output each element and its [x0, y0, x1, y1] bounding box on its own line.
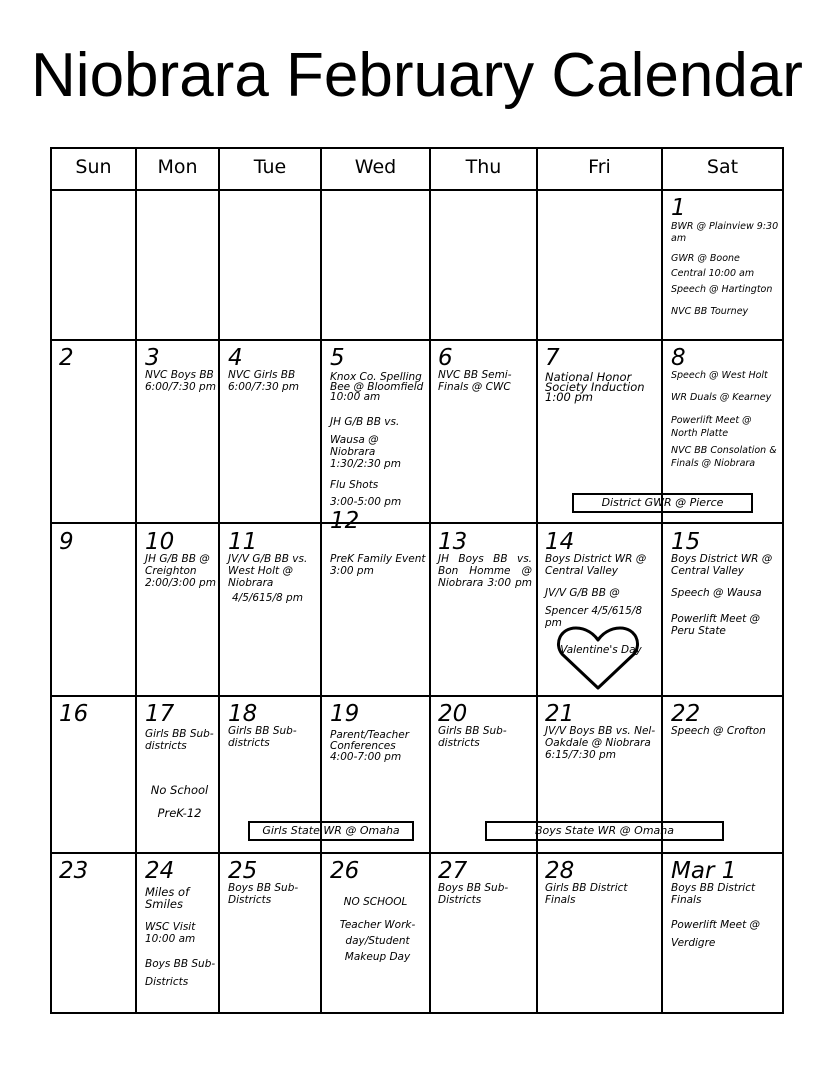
header-sun: Sun	[75, 156, 112, 178]
event: NVC BB Semi-Finals @ CWC	[438, 369, 512, 393]
grid-line	[50, 339, 784, 341]
day-number: 7	[545, 345, 560, 371]
day-number: 15	[671, 529, 701, 555]
event: Boys District WR @ Central Valley	[671, 553, 773, 577]
event: Speech @ Hartington	[671, 284, 773, 295]
heart-icon	[556, 626, 640, 692]
day-number: 8	[671, 345, 686, 371]
grid-line	[50, 695, 784, 697]
event: WR Duals @ Kearney	[671, 392, 772, 403]
day-number: 4	[228, 345, 243, 371]
day-number: 9	[59, 529, 74, 555]
day-number: 27	[438, 858, 468, 884]
event: JV/V G/B BB vs. West Holt @ Niobrara	[228, 553, 308, 589]
day-number: 20	[438, 701, 468, 727]
grid-line	[661, 147, 663, 1014]
event-no-school: No School	[150, 783, 209, 797]
event: Wausa @ Niobrara 1:30/2:30 pm	[330, 434, 401, 470]
day-number: 12	[330, 508, 360, 534]
event: JV/V G/B BB @	[545, 587, 620, 599]
day-number: 23	[59, 858, 89, 884]
day-number: 26	[330, 858, 360, 884]
event: Spencer 4/5/615/8 pm	[545, 605, 643, 629]
grid-line	[782, 147, 784, 1014]
header-tue: Tue	[253, 156, 287, 178]
day-number: 13	[438, 529, 468, 555]
grid-line	[50, 147, 784, 149]
event: 3:00-5:00 pm	[330, 496, 402, 508]
event: National Honor Society Induction 1:00 pm	[545, 370, 645, 404]
day-number: 3	[145, 345, 160, 371]
event-no-school: NO SCHOOL	[343, 896, 408, 908]
day-number: 19	[330, 701, 360, 727]
grid-line	[536, 147, 538, 1014]
grid-line	[50, 147, 52, 1014]
grid-line	[50, 522, 784, 524]
event: Speech @ Crofton	[671, 725, 766, 737]
day-number: 22	[671, 701, 701, 727]
event: Boys District WR @ Central Valley	[545, 553, 647, 577]
event: JV/V Boys BB vs. Nel-Oakdale @ Niobrara 6:15/7:30 pm	[545, 725, 656, 761]
day-number: 24	[145, 858, 175, 884]
day-number: 18	[228, 701, 258, 727]
event: Boys BB Sub-Districts	[438, 882, 509, 906]
day-number: 28	[545, 858, 575, 884]
event: Teacher Work-day/Student Makeup Day	[339, 919, 416, 963]
event: JH G/B BB @ Creighton 2:00/3:00 pm	[145, 553, 216, 589]
event: NVC BB Consolation & Finals @ Niobrara	[671, 445, 777, 469]
grid-line	[50, 189, 784, 191]
event: NVC Girls BB 6:00/7:30 pm	[228, 369, 299, 393]
day-number: 10	[145, 529, 175, 555]
header-fri: Fri	[588, 156, 611, 178]
day-number: 21	[545, 701, 575, 727]
event: Powerlift Meet @ North Platte	[671, 415, 752, 439]
event: WSC Visit 10:00 am	[145, 921, 196, 945]
event: Powerlift Meet @ Peru State	[671, 613, 761, 637]
event: 4/5/615/8 pm	[232, 592, 303, 604]
event: Boys BB Sub-Districts	[145, 958, 216, 988]
event: Girls BB Sub-districts	[145, 728, 214, 752]
event: Girls BB Sub-districts	[228, 725, 297, 749]
event-bar-boys-state-wr: Boys State WR @ Omaha	[485, 821, 724, 841]
event: Parent/Teacher Conferences 4:00-7:00 pm	[330, 729, 410, 763]
day-number: 6	[438, 345, 453, 371]
event: Knox Co. Spelling Bee @ Bloomfield 10:00 am	[330, 371, 424, 403]
grid-line	[50, 1012, 784, 1014]
day-number: Mar 1	[671, 858, 737, 884]
day-number: 5	[330, 345, 345, 371]
header-thu: Thu	[465, 156, 502, 178]
event: NVC BB Tourney	[671, 306, 749, 317]
event: Girls BB District Finals	[545, 882, 628, 906]
event: Girls BB Sub-districts	[438, 725, 507, 749]
day-number: 2	[59, 345, 74, 371]
event: Boys BB Sub-Districts	[228, 882, 299, 906]
grid-line	[429, 147, 431, 1014]
event: Miles of Smiles	[145, 885, 190, 911]
event: Boys BB District Finals	[671, 882, 756, 906]
event: Speech @ Wausa	[671, 587, 762, 599]
event: JH Boys BB vs. Bon Homme @ Niobrara 3:00 pm	[438, 553, 532, 589]
grid-line	[320, 147, 322, 1014]
valentines-day-label: Valentine's Day	[560, 644, 642, 656]
event: Powerlift Meet @ Verdigre	[671, 919, 761, 949]
event: PreK Family Event 3:00 pm	[330, 553, 426, 577]
event: JH G/B BB vs.	[330, 416, 400, 428]
day-number: 1	[671, 195, 686, 221]
day-number: 11	[228, 529, 258, 555]
day-number: 16	[59, 701, 89, 727]
header-mon: Mon	[157, 156, 198, 178]
event: GWR @ Boone Central 10:00 am	[671, 253, 755, 279]
header-wed: Wed	[354, 156, 397, 178]
event-grades: PreK-12	[157, 806, 202, 820]
event: Speech @ West Holt	[671, 370, 768, 381]
grid-line	[50, 852, 784, 854]
header-sat: Sat	[706, 156, 739, 178]
event: NVC Boys BB 6:00/7:30 pm	[145, 369, 216, 393]
event-bar-district-gwr: District GWR @ Pierce	[572, 493, 753, 513]
event-bar-girls-state-wr: Girls State WR @ Omaha	[248, 821, 414, 841]
event: Flu Shots	[330, 479, 379, 491]
day-number: 25	[228, 858, 258, 884]
page-title: Niobrara February Calendar	[31, 41, 803, 110]
day-number: 14	[545, 529, 575, 555]
grid-line	[135, 147, 137, 1014]
day-number: 17	[145, 701, 175, 727]
event: BWR @ Plainview 9:30 am	[671, 221, 779, 244]
